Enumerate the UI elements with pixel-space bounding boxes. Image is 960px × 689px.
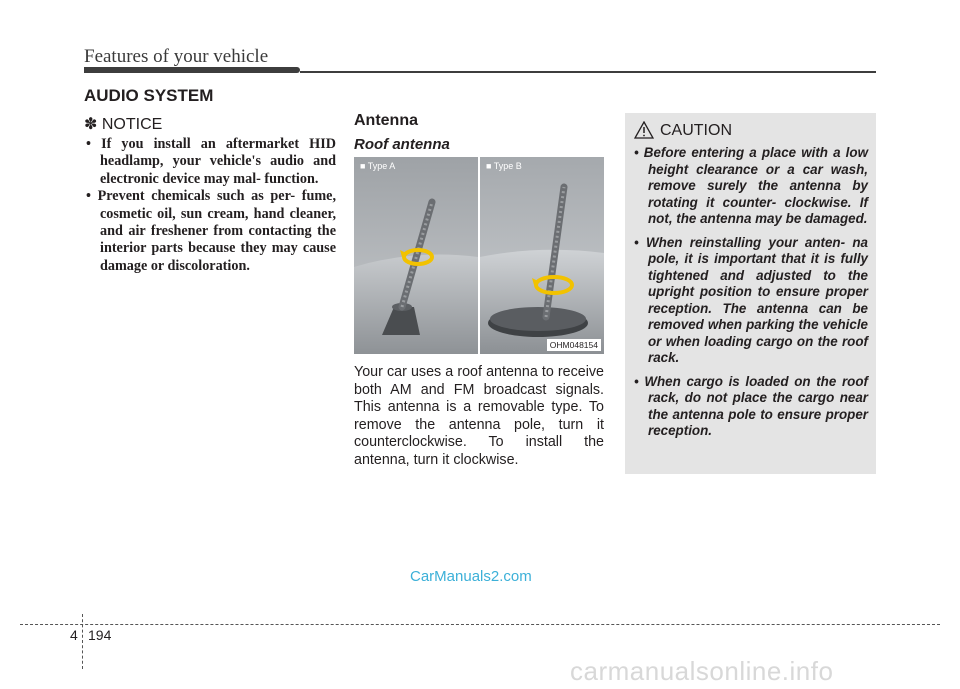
antenna-body-text: Your car uses a roof antenna to receive both AM and FM broadcast signals. This antenna is a removable type. To remove the antenna pole, turn it counterclockwise. To install the antenna, turn it clockwise. xyxy=(354,364,604,468)
footer-divider xyxy=(82,614,83,669)
antenna-photo-type-a xyxy=(354,157,478,354)
caution-item: • When reinstalling your anten- na pole, it is important that it is fully tightened and adjusted to the upright position to ensure proper reception. The antenna can be removed when parking the vehicle or when loading cargo on the roof rack. xyxy=(634,234,868,365)
roof-antenna-subheading: Roof antenna xyxy=(354,136,450,153)
carmanuals-watermark[interactable]: CarManuals2.com xyxy=(410,568,532,585)
site-watermark: carmanualsonline.info xyxy=(570,656,834,686)
page-header-title: Features of your vehicle xyxy=(84,46,269,67)
antenna-photo-type-b xyxy=(480,157,604,354)
header-rule-thick xyxy=(84,67,300,73)
page-section-number: 4 xyxy=(70,627,78,643)
footer-rule xyxy=(20,624,940,625)
antenna-type-a-illustration xyxy=(354,157,478,354)
section-title: AUDIO SYSTEM xyxy=(84,86,214,105)
figure-code: OHM048154 xyxy=(547,339,601,351)
type-a-label: ■ Type A xyxy=(360,161,396,171)
notice-title: ✽ NOTICE xyxy=(84,116,163,133)
antenna-heading: Antenna xyxy=(354,112,418,129)
notice-item: • If you install an aftermarket HID headlamp, your vehicle's audio and electronic device may mal- function. xyxy=(86,136,336,187)
caution-item: • When cargo is loaded on the roof rack, do not place the cargo near the antenna pole to ensure proper reception. xyxy=(634,373,868,438)
antenna-type-b-illustration xyxy=(480,157,604,354)
notice-item: • Prevent chemicals such as per- fume, cosmetic oil, sun cream, hand cleaner, and air freshener from contacting the interior parts because they may cause damage or discoloration. xyxy=(86,188,336,274)
notice-list xyxy=(86,136,336,275)
page-number: 194 xyxy=(88,627,112,643)
caution-list xyxy=(634,145,868,447)
warning-triangle-icon xyxy=(634,121,654,139)
caution-title: CAUTION xyxy=(660,122,732,139)
header-rule-thin xyxy=(300,71,876,73)
caution-item: • Before entering a place with a low height clearance or a car wash, remove surely the antenna by rotating it counter- clockwise. If not, the antenna may be damaged. xyxy=(634,145,868,226)
type-b-label: ■ Type B xyxy=(486,161,522,171)
